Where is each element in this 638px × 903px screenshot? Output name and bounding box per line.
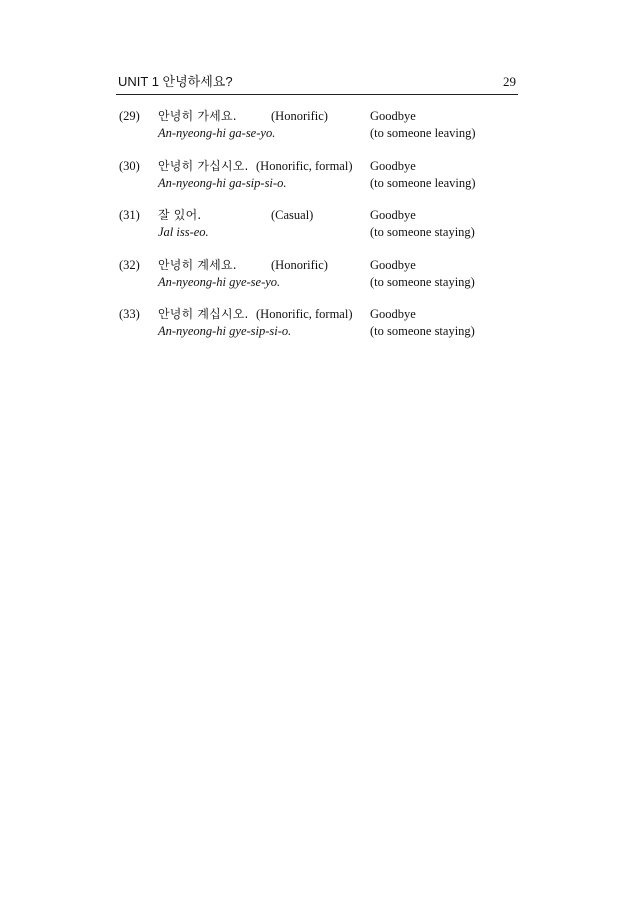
phrase-entry	[119, 108, 519, 158]
english-meaning: Goodbye	[370, 208, 416, 222]
register-label: (Casual)	[271, 208, 314, 222]
romanization: An-nyeong-hi ga-se-yo.	[158, 126, 276, 140]
phrase-entry	[119, 158, 519, 208]
romanization: Jal iss-eo.	[158, 225, 209, 239]
phrase-entry	[119, 306, 519, 356]
korean-phrase: 안녕히 가세요.	[158, 109, 237, 123]
english-meaning: Goodbye	[370, 158, 416, 173]
korean-phrase: 안녕히 계십시오.	[158, 307, 249, 321]
phrase-list	[119, 108, 519, 356]
usage-context: (to someone leaving)	[370, 126, 476, 140]
usage-context: (to someone staying)	[370, 225, 475, 239]
register-label: (Honorific)	[271, 109, 328, 123]
entry-number: (29)	[119, 109, 140, 123]
usage-context: (to someone leaving)	[370, 175, 476, 190]
phrase-entry	[119, 257, 519, 307]
korean-phrase: 안녕히 계세요.	[158, 257, 237, 272]
english-meaning: Goodbye	[370, 109, 416, 123]
entry-number: (30)	[119, 158, 140, 173]
entry-number: (31)	[119, 208, 140, 222]
entry-number: (33)	[119, 307, 140, 321]
romanization: An-nyeong-hi ga-sip-si-o.	[158, 175, 287, 190]
romanization: An-nyeong-hi gye-se-yo.	[158, 274, 281, 289]
unit-title: UNIT 1 안녕하세요?	[118, 74, 233, 89]
register-label: (Honorific)	[271, 257, 328, 272]
phrase-entry	[119, 207, 519, 257]
page-header	[116, 74, 518, 95]
page-number: 29	[503, 74, 516, 89]
usage-context: (to someone staying)	[370, 324, 475, 338]
register-label: (Honorific, formal)	[256, 307, 353, 321]
usage-context: (to someone staying)	[370, 274, 475, 289]
english-meaning: Goodbye	[370, 307, 416, 321]
entry-number: (32)	[119, 257, 140, 272]
romanization: An-nyeong-hi gye-sip-si-o.	[158, 324, 292, 338]
english-meaning: Goodbye	[370, 257, 416, 272]
korean-phrase: 잘 있어.	[158, 208, 202, 222]
korean-phrase: 안녕히 가십시오.	[158, 158, 249, 173]
register-label: (Honorific, formal)	[256, 158, 353, 173]
